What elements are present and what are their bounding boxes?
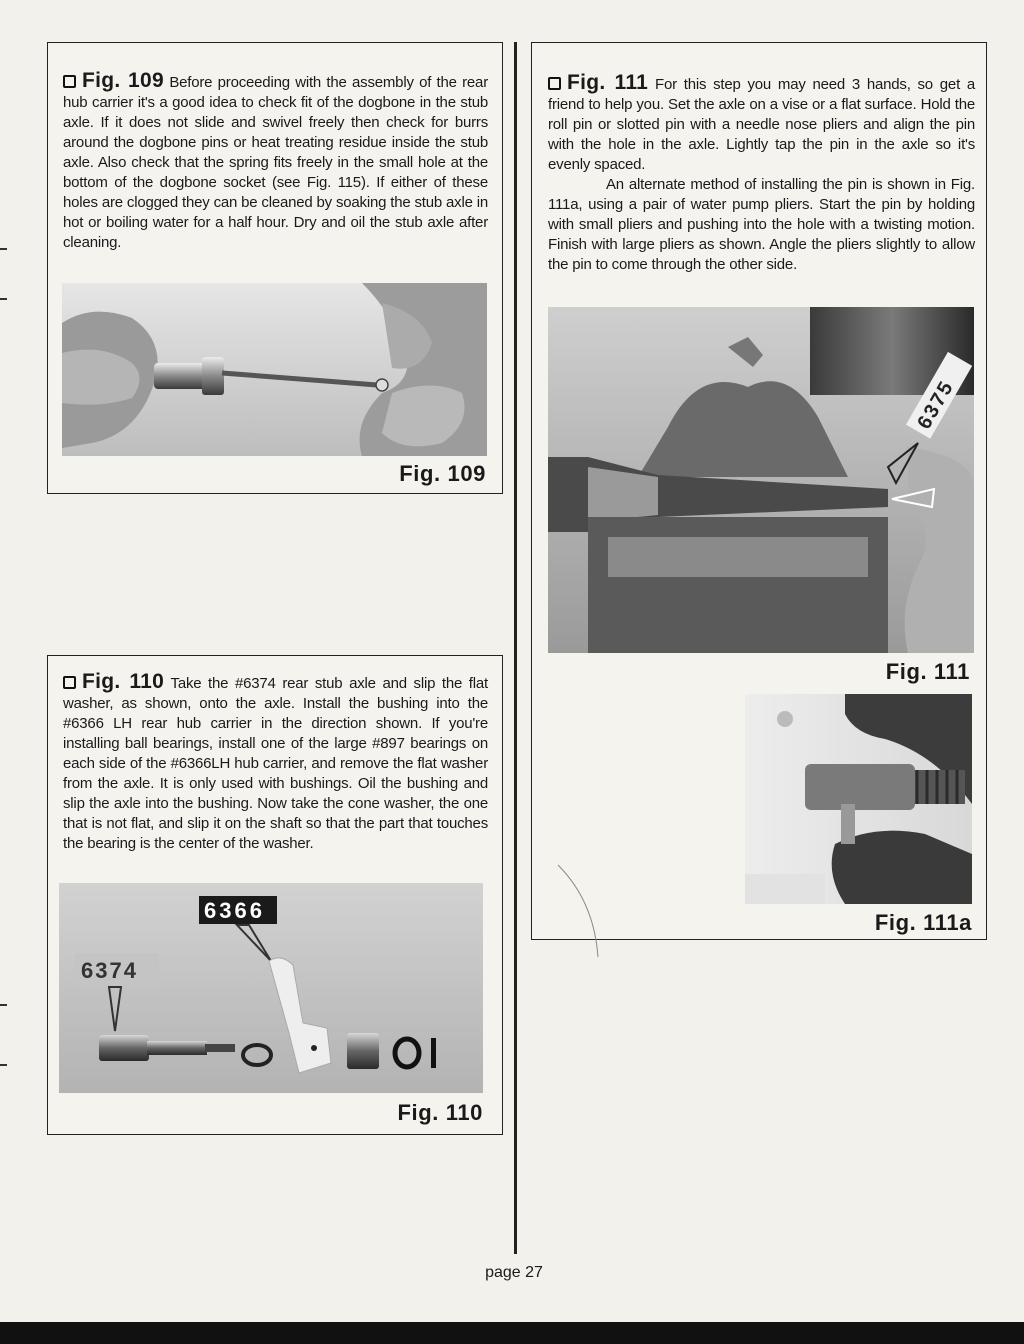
fig110-lead: Fig. 110 [82, 670, 165, 693]
fig111-caption: Fig. 111 [885, 659, 970, 684]
fig110-caption: Fig. 110 [397, 1100, 483, 1125]
fig111-box [531, 42, 987, 940]
label-6374: 6374 [81, 958, 138, 983]
fig110-paragraph [63, 672, 488, 854]
fig110-text: Take the #6374 rear stub axle and slip the flat washer, as shown, onto the axle. Install the bushing into the #6366 LH rear hub carrier in the direction shown. If you're installing ball bearings, install one of the large #897 bearings on each side of the #6366LH hub carrier, and remove the flat washer from the axle. It is only used with bushings. Oil the bushing and slip the axle into the bushing. Now take the cone washer, the one that is not flat, and slip it on the shaft so that the part that touches the bearing is the center of the washer. [63, 675, 488, 852]
label-6375: 6375 [913, 376, 959, 433]
label-6366: 6366 [204, 898, 265, 923]
column-divider [514, 42, 517, 1254]
fig109-lead: Fig. 109 [82, 69, 164, 92]
scan-mark [0, 1064, 7, 1066]
fig109-text: Before proceeding with the assembly of the rear hub carrier it's a good idea to check fit of the dogbone in the stub axle. If it does not slide and swivel freely then check for burrs around the dogbone pins or heat treating residue inside the stub axle. Also check that the spring fits freely in the small hole at the bottom of the dogbone socket (see Fig. 115). If either of these holes are clogged they can be cleaned by soaking the stub axle in hot or boiling water for a half hour. Dry and oil the stub axle after cleaning. [63, 74, 488, 251]
fig109-photo [62, 283, 487, 456]
scan-mark [0, 1004, 7, 1006]
scan-border [0, 1322, 1024, 1344]
checkbox-icon[interactable] [63, 676, 76, 689]
scan-line [554, 861, 614, 961]
scan-mark [0, 298, 7, 300]
fig109-box [47, 42, 503, 494]
fig110-box [47, 655, 503, 1135]
fig109-paragraph [63, 71, 488, 253]
checkbox-icon[interactable] [548, 77, 561, 90]
fig111a-photo [745, 694, 972, 904]
fig111-photo [548, 307, 974, 653]
checkbox-icon[interactable] [63, 75, 76, 88]
fig111-paragraph [548, 73, 975, 275]
fig111-lead: Fig. 111 [567, 71, 649, 94]
fig111a-caption: Fig. 111a [874, 910, 972, 935]
fig109-caption: Fig. 109 [399, 461, 486, 486]
scan-mark [0, 248, 7, 250]
fig110-photo [59, 883, 483, 1093]
fig111-text1: For this step you may need 3 hands, so get a friend to help you. Set the axle on a vise or a flat surface. Hold the roll pin or slotted pin with a needle nose pliers and align the pin with the hole in the axle. Lightly tap the pin in the axle so it's evenly spaced. [548, 76, 976, 173]
fig111-text2: An alternate method of installing the pin is shown in Fig. 111a, using a pair of water pump pliers. Start the pin by holding with small pliers and pushing into the hole with a twisting motion. Finish with large pliers as shown. Angle the pliers slightly to allow the pin to come through the other side. [548, 176, 975, 273]
page-number: page 27 [485, 1264, 543, 1281]
